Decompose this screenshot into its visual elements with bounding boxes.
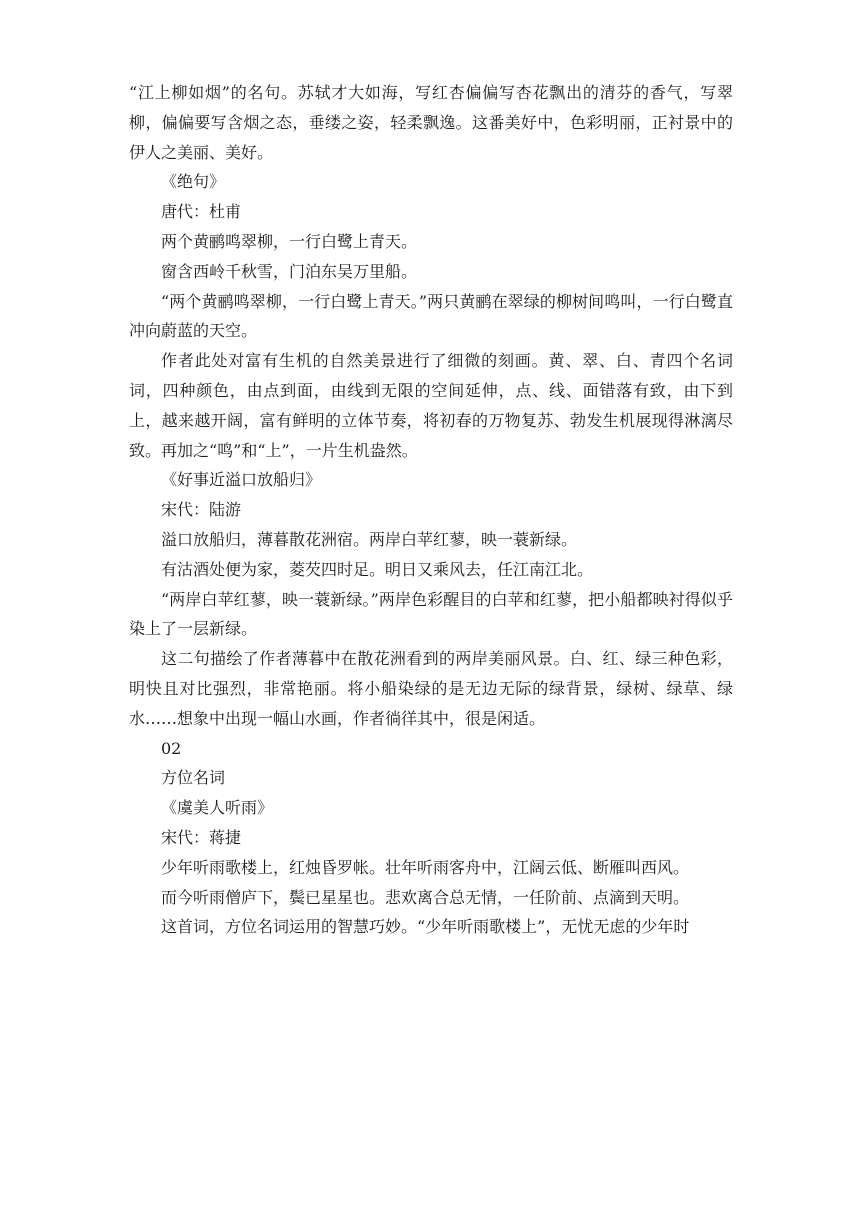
document-page bbox=[129, 78, 733, 942]
paragraph: 有沽酒处便为家，菱芡四时足。明日又乘风去，任江南江北。 bbox=[161, 559, 594, 579]
paragraph: 作者此处对富有生机的自然美景进行了细微的刻画。黄、翠、白、青四个名词词，四种颜色，由点到面，由线到无限的空间延伸，点、线、面错落有致，由下到上，越来越开阔，富有鲜明的立体节奏，将初春的万物复苏、勃发生机展现得淋漓尽致。再加之“鸣”和“上”，一片生机盎然。 bbox=[129, 351, 733, 460]
paragraph: 这二句描绘了作者薄暮中在散花洲看到的两岸美丽风景。白、红、绿三种色彩，明快且对比强烈，非常艳丽。将小船染绿的是无边无际的绿背景，绿树、绿草、绿水……想象中出现一幅山水画，作者徜徉其中，很是闲适。 bbox=[129, 649, 733, 728]
paragraph: 02 bbox=[161, 738, 182, 758]
paragraph: “两个黄鹂鸣翠柳，一行白鹭上青天。”两只黄鹂在翠绿的柳树间鸣叫，一行白鹭直冲向蔚蓝的天空。 bbox=[129, 291, 733, 341]
paragraph: “江上柳如烟”的名句。苏轼才大如海，写红杏偏偏写杏花飘出的清芬的香气，写翠柳，偏偏要写含烟之态，垂缕之姿，轻柔飘逸。这番美好中，色彩明丽，正衬景中的伊人之美丽、美好。 bbox=[129, 83, 733, 162]
paragraph: 而今听雨僧庐下，鬓已星星也。悲欢离合总无情，一任阶前、点滴到天明。 bbox=[161, 887, 690, 907]
paragraph: 《好事近溢口放船归》 bbox=[161, 470, 322, 490]
paragraph: 窗含西岭千秋雪，门泊东吴万里船。 bbox=[161, 261, 418, 281]
paragraph: 两个黄鹂鸣翠柳，一行白鹭上青天。 bbox=[161, 231, 418, 251]
paragraph: “两岸白苹红蓼，映一蓑新绿。”两岸色彩醒目的白苹和红蓼，把小船都映衬得似乎染上了一层新绿。 bbox=[129, 589, 733, 639]
paragraph: 宋代：蒋捷 bbox=[161, 827, 242, 847]
paragraph: 溢口放船归，薄暮散花洲宿。两岸白苹红蓼，映一蓑新绿。 bbox=[161, 529, 578, 549]
paragraph: 少年听雨歌楼上，红烛昏罗帐。壮年听雨客舟中，江阔云低、断雁叫西风。 bbox=[161, 857, 690, 877]
paragraph: 唐代：杜甫 bbox=[161, 202, 242, 222]
paragraph: 《虞美人听雨》 bbox=[161, 798, 274, 818]
paragraph: 宋代：陆游 bbox=[161, 500, 242, 520]
paragraph: 《绝句》 bbox=[161, 172, 226, 192]
paragraph: 方位名词 bbox=[161, 768, 226, 788]
paragraph: 这首词，方位名词运用的智慧巧妙。“少年听雨歌楼上”，无忧无虑的少年时 bbox=[161, 917, 690, 937]
